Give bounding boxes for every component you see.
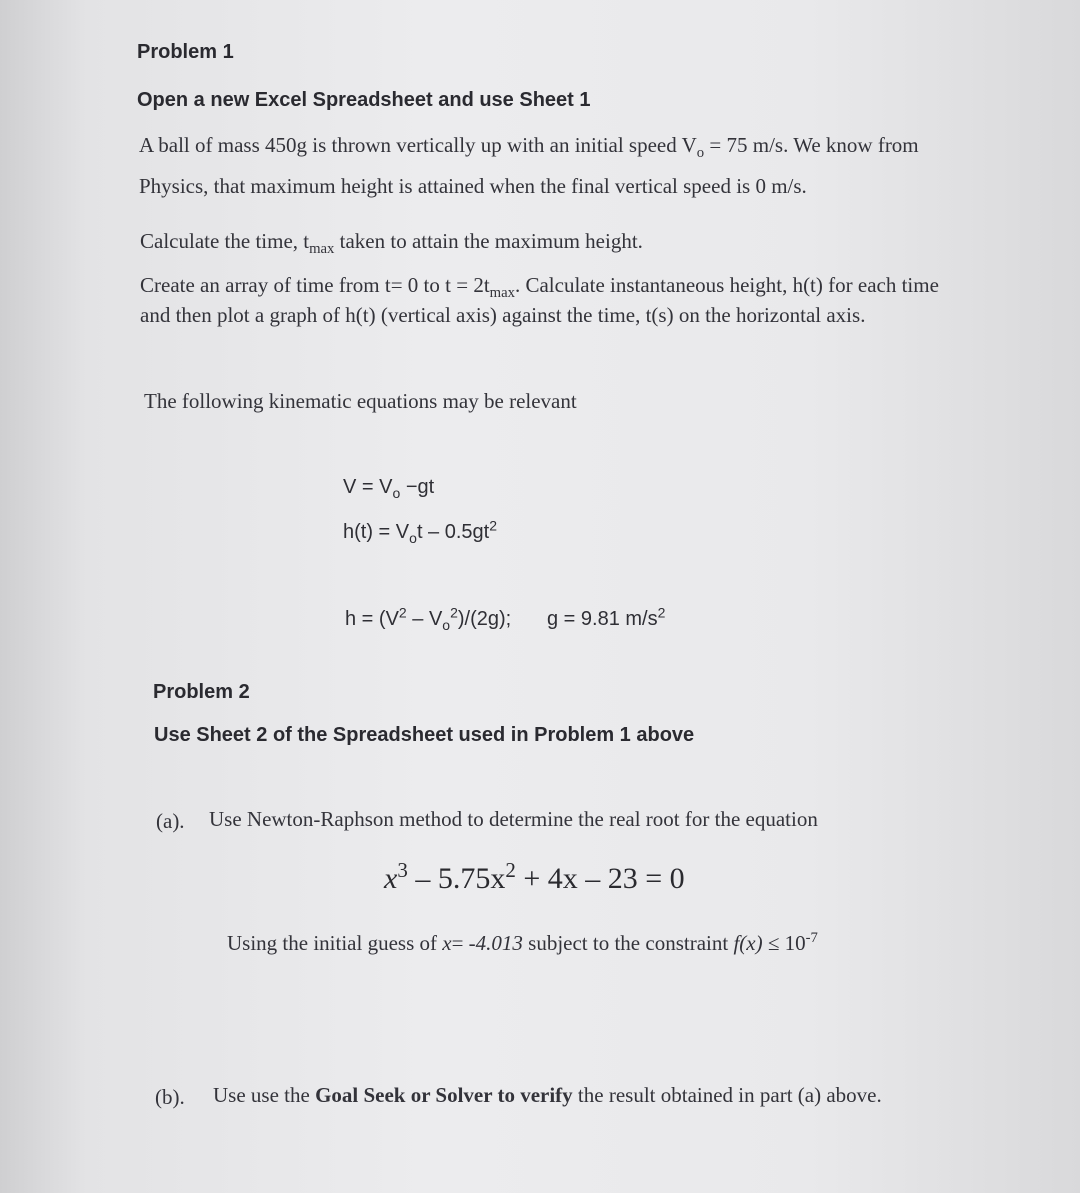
subscript: max	[309, 241, 335, 258]
superscript: 2	[489, 517, 498, 534]
superscript: 2	[505, 858, 516, 882]
text-segment: h = (V	[345, 608, 399, 630]
problem-1-array-line-2: and then plot a graph of h(t) (vertical axis) against the time, t(s) on the horizontal axis.	[140, 303, 866, 327]
text-segment: Use use the	[213, 1083, 316, 1107]
subscript: o	[409, 530, 417, 546]
equations-intro: The following kinematic equations may be relevant	[144, 389, 577, 413]
text-segment: h(t) = V	[343, 521, 410, 543]
text-segment: =	[451, 931, 469, 955]
superscript: -7	[805, 930, 818, 946]
superscript: 2	[450, 604, 458, 621]
text-segment: the result obtained in part (a) above.	[572, 1083, 882, 1107]
text-segment: A ball of mass 450g is thrown vertically up with an initial speed V	[139, 133, 697, 157]
subscript: o	[696, 145, 705, 162]
superscript: 2	[657, 604, 666, 621]
problem-1-heading: Problem 1	[137, 41, 234, 63]
text-segment: ≤ 10	[762, 931, 806, 955]
text-segment: Using the initial guess of	[227, 931, 443, 955]
text-segment: g = 9.81 m/s	[547, 608, 658, 630]
text-segment: . Calculate instantaneous height, h(t) for each time	[514, 273, 939, 297]
text-segment: Create an array of time from t= 0 to t = 2t	[140, 273, 490, 297]
text-segment: taken to attain the maximum height.	[334, 229, 643, 253]
function-fx: f(x)	[733, 931, 763, 955]
problem-2-instruction: Use Sheet 2 of the Spreadsheet used in Problem 1 above	[154, 724, 695, 746]
part-a-text: Use Newton-Raphson method to determine the real root for the equation	[209, 807, 818, 831]
problem-1-paragraph-line-2: Physics, that maximum height is attained when the final vertical speed is 0 m/s.	[139, 174, 807, 198]
superscript: 2	[398, 604, 407, 621]
text-segment: )/(2g);	[457, 608, 512, 630]
problem-1-instruction: Open a new Excel Spreadsheet and use Sheet 1	[137, 89, 591, 111]
equation-velocity	[343, 476, 434, 499]
subscript: o	[442, 617, 451, 633]
part-b-text	[213, 1083, 882, 1108]
text-segment: + 4x – 23 = 0	[515, 862, 685, 895]
text-segment: subject to the constraint	[522, 931, 734, 955]
part-a-label: (a).	[156, 809, 185, 833]
problem-1-paragraph-line-1	[139, 133, 919, 162]
equation-height-time	[343, 517, 498, 546]
polynomial-equation	[384, 858, 685, 896]
superscript: 3	[397, 858, 408, 882]
problem-1-array-line-1	[140, 273, 939, 302]
initial-guess-line	[227, 931, 818, 956]
text-segment: = 75 m/s. We know from	[704, 133, 919, 157]
text-segment: – 5.75x	[407, 862, 506, 895]
text-segment: x	[384, 862, 398, 895]
text-segment: – V	[406, 608, 443, 630]
equation-max-height	[345, 604, 512, 633]
subscript: max	[489, 285, 515, 302]
text-segment: V = V	[343, 476, 393, 498]
problem-1-calculate-line	[140, 229, 643, 258]
gravity-constant	[547, 604, 666, 631]
text-segment: −gt	[400, 476, 435, 498]
part-b-label: (b).	[155, 1085, 185, 1109]
bold-segment: Goal Seek or Solver to verify	[315, 1083, 573, 1107]
text-segment: t – 0.5gt	[416, 521, 490, 543]
problem-2-heading: Problem 2	[153, 681, 250, 703]
variable-x: x	[442, 931, 452, 955]
initial-guess-value: -4.013	[468, 931, 523, 955]
subscript: o	[392, 485, 401, 501]
text-segment: Calculate the time, t	[140, 229, 310, 253]
